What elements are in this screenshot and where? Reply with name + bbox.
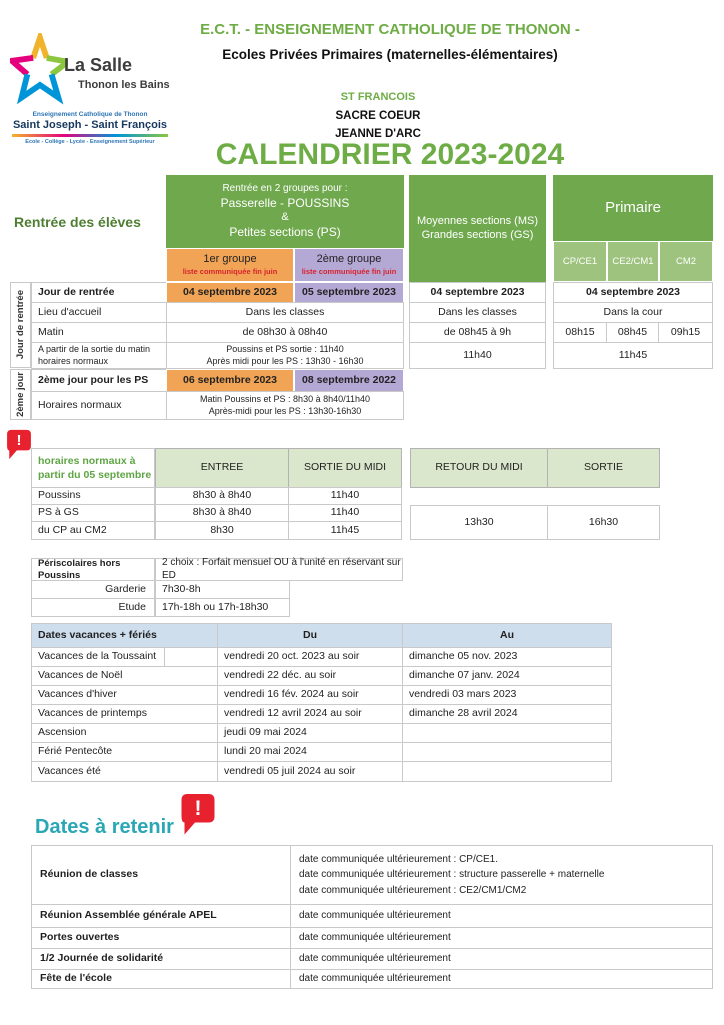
etude-value: 17h-18h ou 17h-18h30: [155, 598, 290, 617]
vacances-row-du: jeudi 09 mai 2024: [217, 723, 403, 743]
row-sortie-label: A partir de la sortie du matin horaires normaux: [31, 342, 168, 369]
vacances-row-au: dimanche 28 avril 2024: [402, 704, 612, 724]
row-jour-primaire: 04 septembre 2023: [553, 282, 713, 303]
vacances-col-au: Au: [402, 623, 612, 648]
horaires-row-label: PS à GS: [31, 504, 155, 522]
horaires-retour-value: 13h30: [410, 505, 548, 540]
vacances-col-label: Dates vacances + fériés: [31, 623, 218, 648]
groupe2-label: 2ème groupe: [316, 253, 382, 266]
retenir-row-value: date communiquée ultérieurement: [290, 927, 713, 949]
vacances-row-du: vendredi 20 oct. 2023 au soir: [217, 647, 403, 667]
retenir-row-label: Réunion Assemblée générale APEL: [31, 904, 291, 928]
ms-gs-header: [409, 175, 546, 282]
groupes-header-line3: &: [281, 210, 289, 223]
ms-label: Moyennes sections (MS): [416, 214, 539, 227]
row-sortie-groupes: [166, 342, 404, 369]
retenir-row-value: date communiquée ultérieurement: [290, 904, 713, 928]
row-hn-groupes: [166, 391, 404, 420]
periscolaire-label: Périscolaires hors Poussins: [31, 558, 155, 581]
header-subtitle: Ecoles Privées Primaires (maternelles-élémentaires): [222, 47, 558, 62]
page-title: CALENDRIER 2023-2024: [215, 138, 565, 171]
row-matin-label: Matin: [31, 322, 168, 343]
horaires-row-label: du CP au CM2: [31, 521, 155, 540]
reunion-classes-line2: date communiquée ultérieurement : structure passerelle + maternelle: [299, 869, 605, 881]
garderie-value: 7h30-8h: [155, 580, 290, 599]
school-st-francois: ST FRANCOIS: [340, 91, 416, 103]
horaires-row-label: Poussins: [31, 487, 155, 505]
periscolaire-value: 2 choix : Forfait mensuel OU à l'unité en réservant sur ED: [155, 558, 403, 581]
row-lieu-msgs: Dans les classes: [409, 302, 546, 323]
vacances-row-label: Vacances de printemps: [31, 704, 218, 724]
vacances-row-au: [402, 723, 612, 743]
reunion-classes-value: [290, 845, 713, 905]
row-matin-groupes: de 08h30 à 08h40: [166, 322, 404, 343]
groupe2-header: [294, 248, 404, 282]
row-matin-ce2cm1: 08h45: [606, 322, 659, 343]
side-label-2eme-jour-text: 2ème jour: [14, 372, 26, 417]
retenir-row-value: date communiquée ultérieurement: [290, 948, 713, 970]
row-sortie-primaire: 11h45: [553, 342, 713, 369]
row-jour-msgs: 04 septembre 2023: [409, 282, 546, 303]
row-hn-groupes-line1: Matin Poussins et PS : 8h30 à 8h40/11h40: [200, 394, 370, 405]
horaires-intro: horaires normaux à partir du 05 septembre: [31, 448, 155, 488]
retenir-row-label: Portes ouvertes: [31, 927, 291, 949]
gs-label: Grandes sections (GS): [421, 228, 534, 241]
retenir-row-value: date communiquée ultérieurement: [290, 969, 713, 989]
logo-line2: Saint Joseph - Saint François: [12, 119, 168, 131]
logo-city: Thonon les Bains: [78, 79, 170, 91]
vacances-row-au: [402, 761, 612, 782]
vacances-row-au: dimanche 05 nov. 2023: [402, 647, 612, 667]
groupe1-header: [166, 248, 294, 282]
alert-icon: [180, 792, 216, 838]
horaires-row-entree: 8h30 à 8h40: [155, 504, 289, 522]
retenir-row-label: Fête de l'école: [31, 969, 291, 989]
row-hn-groupes-line2: Après-midi pour les PS : 13h30-16h30: [208, 405, 362, 416]
retenir-row-label: 1/2 Journée de solidarité: [31, 948, 291, 970]
row-sortie-msgs: 11h40: [409, 342, 546, 369]
vacances-row-label: Vacances été: [31, 761, 218, 782]
vacances-row-du: vendredi 22 déc. au soir: [217, 666, 403, 686]
vacances-row-label: Vacances d'hiver: [31, 685, 218, 705]
row-sortie-groupes-line2: Après midi pour les PS : 13h30 - 16h30: [206, 355, 364, 366]
vacances-row-du: lundi 20 mai 2024: [217, 742, 403, 762]
row-matin-cpce1: 08h15: [553, 322, 607, 343]
dates-retenir-title: Dates à retenir: [35, 816, 174, 838]
svg-text:!: !: [194, 797, 202, 820]
horaires-col-sortie-midi: SORTIE DU MIDI: [288, 448, 402, 488]
etude-label: Etude: [31, 598, 155, 617]
row-jour-groupe2: 05 septembre 2023: [294, 282, 404, 303]
vacances-row-du: vendredi 05 juil 2024 au soir: [217, 761, 403, 782]
row-j2-groupe1: 06 septembre 2023: [166, 369, 294, 392]
vacances-row-label: Férié Pentecôte: [31, 742, 218, 762]
logo-name: La Salle: [64, 55, 133, 75]
horaires-row-entree: 8h30: [155, 521, 289, 540]
vacances-row-du: vendredi 16 fév. 2024 au soir: [217, 685, 403, 705]
horaires-row-sortie-midi: 11h40: [288, 504, 402, 522]
vacances-row-au: dimanche 07 janv. 2024: [402, 666, 612, 686]
row-hn-label: Horaires normaux: [31, 391, 168, 420]
svg-text:!: !: [16, 432, 22, 449]
primaire-header: Primaire: [553, 175, 713, 241]
vacances-col-du: Du: [217, 623, 403, 648]
groupes-header: [166, 175, 404, 248]
primaire-col-cm2: CM2: [659, 241, 713, 282]
row-matin-cm2: 09h15: [658, 322, 713, 343]
groupe1-note: liste communiquée fin juin: [182, 267, 278, 277]
logo-line1: Enseignement Catholique de Thonon: [32, 111, 148, 118]
logo-divider: [12, 134, 168, 137]
logo-line3: Ecole - Collège - Lycée - Enseignement Supérieur: [25, 139, 155, 145]
row-j2-groupe2: 08 septembre 2022: [294, 369, 404, 392]
vacances-row-au: vendredi 03 mars 2023: [402, 685, 612, 705]
vacances-row-au: [402, 742, 612, 762]
row-j2-label: 2ème jour pour les PS: [31, 369, 168, 392]
vacances-row-du: vendredi 12 avril 2024 au soir: [217, 704, 403, 724]
row-jour-label: Jour de rentrée: [31, 282, 168, 303]
horaires-col-sortie: SORTIE: [547, 448, 660, 488]
reunion-classes-line1: date communiquée ultérieurement : CP/CE1.: [299, 853, 498, 865]
garderie-label: Garderie: [31, 580, 155, 599]
school-sacre-coeur: SACRE COEUR: [335, 110, 421, 122]
primaire-col-ce2cm1: CE2/CM1: [607, 241, 659, 282]
groupe1-label: 1er groupe: [203, 253, 257, 266]
alert-icon: [6, 428, 32, 462]
star-logo-icon: [10, 33, 68, 107]
groupe2-note: liste communiquée fin juin: [301, 267, 397, 277]
row-jour-groupe1: 04 septembre 2023: [166, 282, 294, 303]
primaire-col-cpce1: CP/CE1: [553, 241, 607, 282]
row-matin-msgs: de 08h45 à 9h: [409, 322, 546, 343]
vacances-row-label: Ascension: [31, 723, 218, 743]
vacances-row-label: Vacances de la Toussaint: [31, 647, 165, 667]
side-label-jour-rentree: [10, 282, 31, 368]
school-logo: [8, 33, 172, 145]
groupes-header-line2: Passerelle - POUSSINS: [220, 195, 350, 210]
vacances-row-extra-cell: [164, 647, 218, 667]
side-label-2eme-jour: [10, 369, 31, 420]
school-jeanne-darc: JEANNE D'ARC: [335, 128, 421, 140]
row-lieu-label: Lieu d'accueil: [31, 302, 168, 323]
horaires-row-sortie-midi: 11h45: [288, 521, 402, 540]
rentree-section-label: Rentrée des élèves: [14, 214, 141, 230]
reunion-classes-label: Réunion de classes: [31, 845, 291, 905]
horaires-row-entree: 8h30 à 8h40: [155, 487, 289, 505]
row-lieu-groupes: Dans les classes: [166, 302, 404, 323]
reunion-classes-line3: date communiquée ultérieurement : CE2/CM1/CM2: [299, 884, 527, 896]
horaires-sortie-value: 16h30: [547, 505, 660, 540]
header-org: E.C.T. - ENSEIGNEMENT CATHOLIQUE DE THONON -: [200, 21, 580, 38]
horaires-col-retour: RETOUR DU MIDI: [410, 448, 548, 488]
horaires-col-entree: ENTREE: [155, 448, 289, 488]
side-label-jour-rentree-text: Jour de rentrée: [14, 290, 26, 360]
horaires-row-sortie-midi: 11h40: [288, 487, 402, 505]
row-sortie-groupes-line1: Poussins et PS sortie : 11h40: [226, 344, 344, 355]
groupes-header-line4: Petites sections (PS): [229, 224, 341, 239]
row-lieu-primaire: Dans la cour: [553, 302, 713, 323]
groupes-header-line1: Rentrée en 2 groupes pour :: [222, 183, 348, 195]
vacances-row-label: Vacances de Noël: [31, 666, 218, 686]
